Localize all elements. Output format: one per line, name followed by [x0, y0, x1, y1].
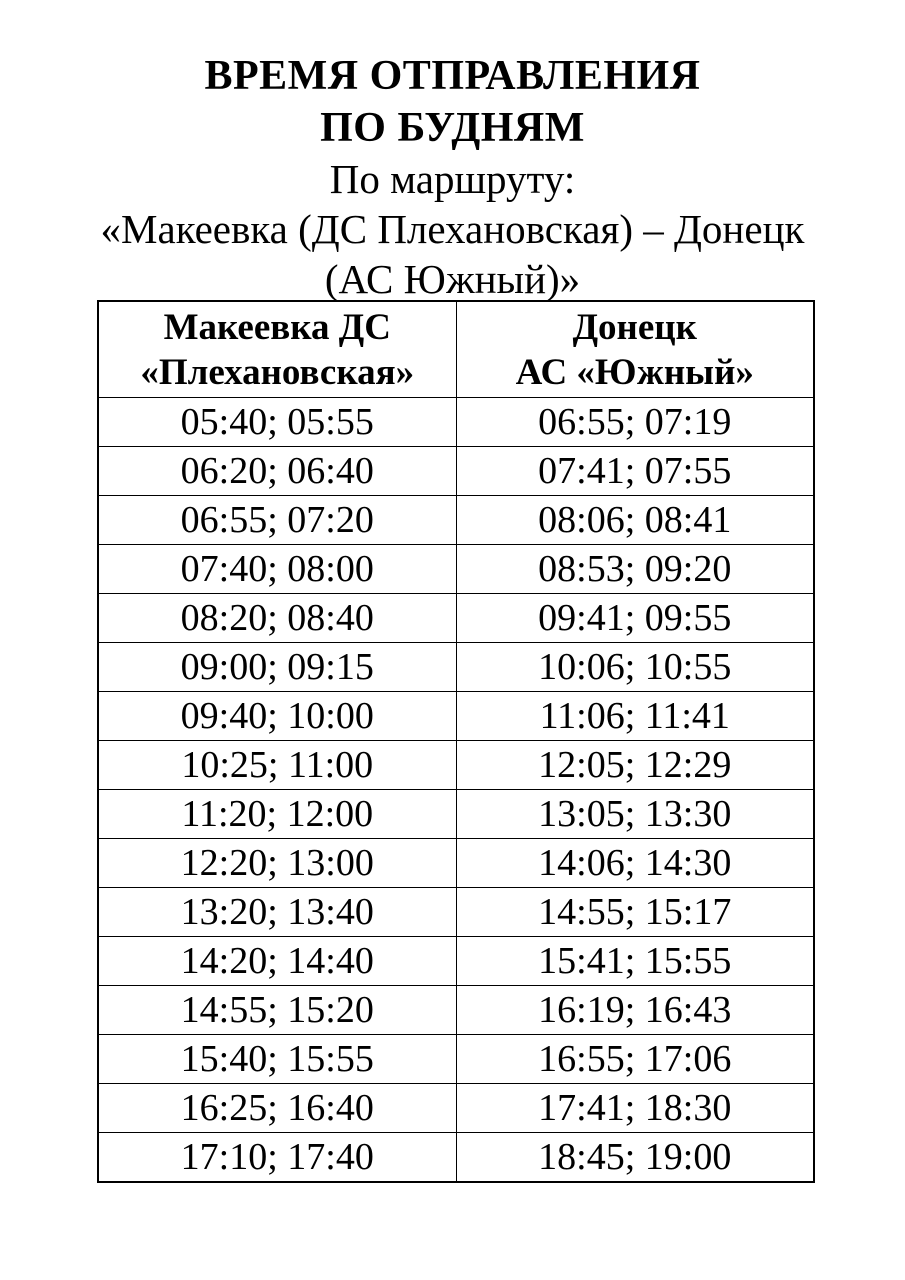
header-block — [0, 0, 905, 304]
schedule-row — [98, 790, 814, 839]
schedule-cell: 17:10; 17:40 — [98, 1133, 456, 1183]
schedule-row — [98, 937, 814, 986]
schedule-cell: 06:55; 07:19 — [456, 398, 814, 447]
column-header-departure-line2: «Плехановская» — [140, 351, 415, 393]
column-header-arrival — [456, 301, 814, 398]
schedule-cell: 09:41; 09:55 — [456, 594, 814, 643]
column-header-departure — [98, 301, 456, 398]
schedule-cell: 12:20; 13:00 — [98, 839, 456, 888]
schedule-cell: 14:55; 15:20 — [98, 986, 456, 1035]
schedule-row — [98, 1133, 814, 1183]
schedule-cell: 08:53; 09:20 — [456, 545, 814, 594]
schedule-row — [98, 741, 814, 790]
page-title-line1: ВРЕМЯ ОТПРАВЛЕНИЯ — [204, 53, 701, 99]
route-name-line1: «Макеевка (ДС Плехановская) – Донецк — [100, 206, 805, 252]
schedule-cell: 05:40; 05:55 — [98, 398, 456, 447]
schedule-cell: 10:25; 11:00 — [98, 741, 456, 790]
schedule-row — [98, 398, 814, 447]
schedule-cell: 13:20; 13:40 — [98, 888, 456, 937]
schedule-row — [98, 447, 814, 496]
column-header-arrival-line1: Донецк — [572, 306, 697, 348]
schedule-table-body — [98, 398, 814, 1183]
schedule-cell: 15:40; 15:55 — [98, 1035, 456, 1084]
schedule-cell: 17:41; 18:30 — [456, 1084, 814, 1133]
schedule-cell: 11:20; 12:00 — [98, 790, 456, 839]
schedule-cell: 12:05; 12:29 — [456, 741, 814, 790]
schedule-table — [97, 300, 815, 1183]
schedule-cell: 15:41; 15:55 — [456, 937, 814, 986]
schedule-cell: 14:55; 15:17 — [456, 888, 814, 937]
schedule-cell: 16:19; 16:43 — [456, 986, 814, 1035]
schedule-cell: 08:20; 08:40 — [98, 594, 456, 643]
schedule-cell: 16:25; 16:40 — [98, 1084, 456, 1133]
schedule-row — [98, 839, 814, 888]
schedule-cell: 10:06; 10:55 — [456, 643, 814, 692]
schedule-cell: 18:45; 19:00 — [456, 1133, 814, 1183]
schedule-header-row — [98, 301, 814, 398]
schedule-cell: 09:40; 10:00 — [98, 692, 456, 741]
schedule-cell: 08:06; 08:41 — [456, 496, 814, 545]
schedule-row — [98, 1084, 814, 1133]
route-name-line2: (АС Южный)» — [324, 256, 581, 302]
schedule-row — [98, 888, 814, 937]
schedule-row — [98, 1035, 814, 1084]
schedule-cell: 13:05; 13:30 — [456, 790, 814, 839]
route-subtitle: По маршруту: — [329, 156, 576, 202]
schedule-cell: 16:55; 17:06 — [456, 1035, 814, 1084]
schedule-cell: 14:20; 14:40 — [98, 937, 456, 986]
column-header-departure-line1: Макеевка ДС — [163, 306, 391, 348]
schedule-cell: 06:20; 06:40 — [98, 447, 456, 496]
schedule-cell: 09:00; 09:15 — [98, 643, 456, 692]
schedule-row — [98, 594, 814, 643]
schedule-cell: 14:06; 14:30 — [456, 839, 814, 888]
schedule-cell: 11:06; 11:41 — [456, 692, 814, 741]
schedule-cell: 07:40; 08:00 — [98, 545, 456, 594]
schedule-row — [98, 496, 814, 545]
schedule-row — [98, 643, 814, 692]
schedule-row — [98, 986, 814, 1035]
schedule-table-head — [98, 301, 814, 398]
column-header-arrival-line2: АС «Южный» — [515, 351, 754, 393]
page-title-line2: ПО БУДНЯМ — [320, 105, 585, 151]
schedule-row — [98, 545, 814, 594]
schedule-cell: 07:41; 07:55 — [456, 447, 814, 496]
schedule-row — [98, 692, 814, 741]
schedule-cell: 06:55; 07:20 — [98, 496, 456, 545]
